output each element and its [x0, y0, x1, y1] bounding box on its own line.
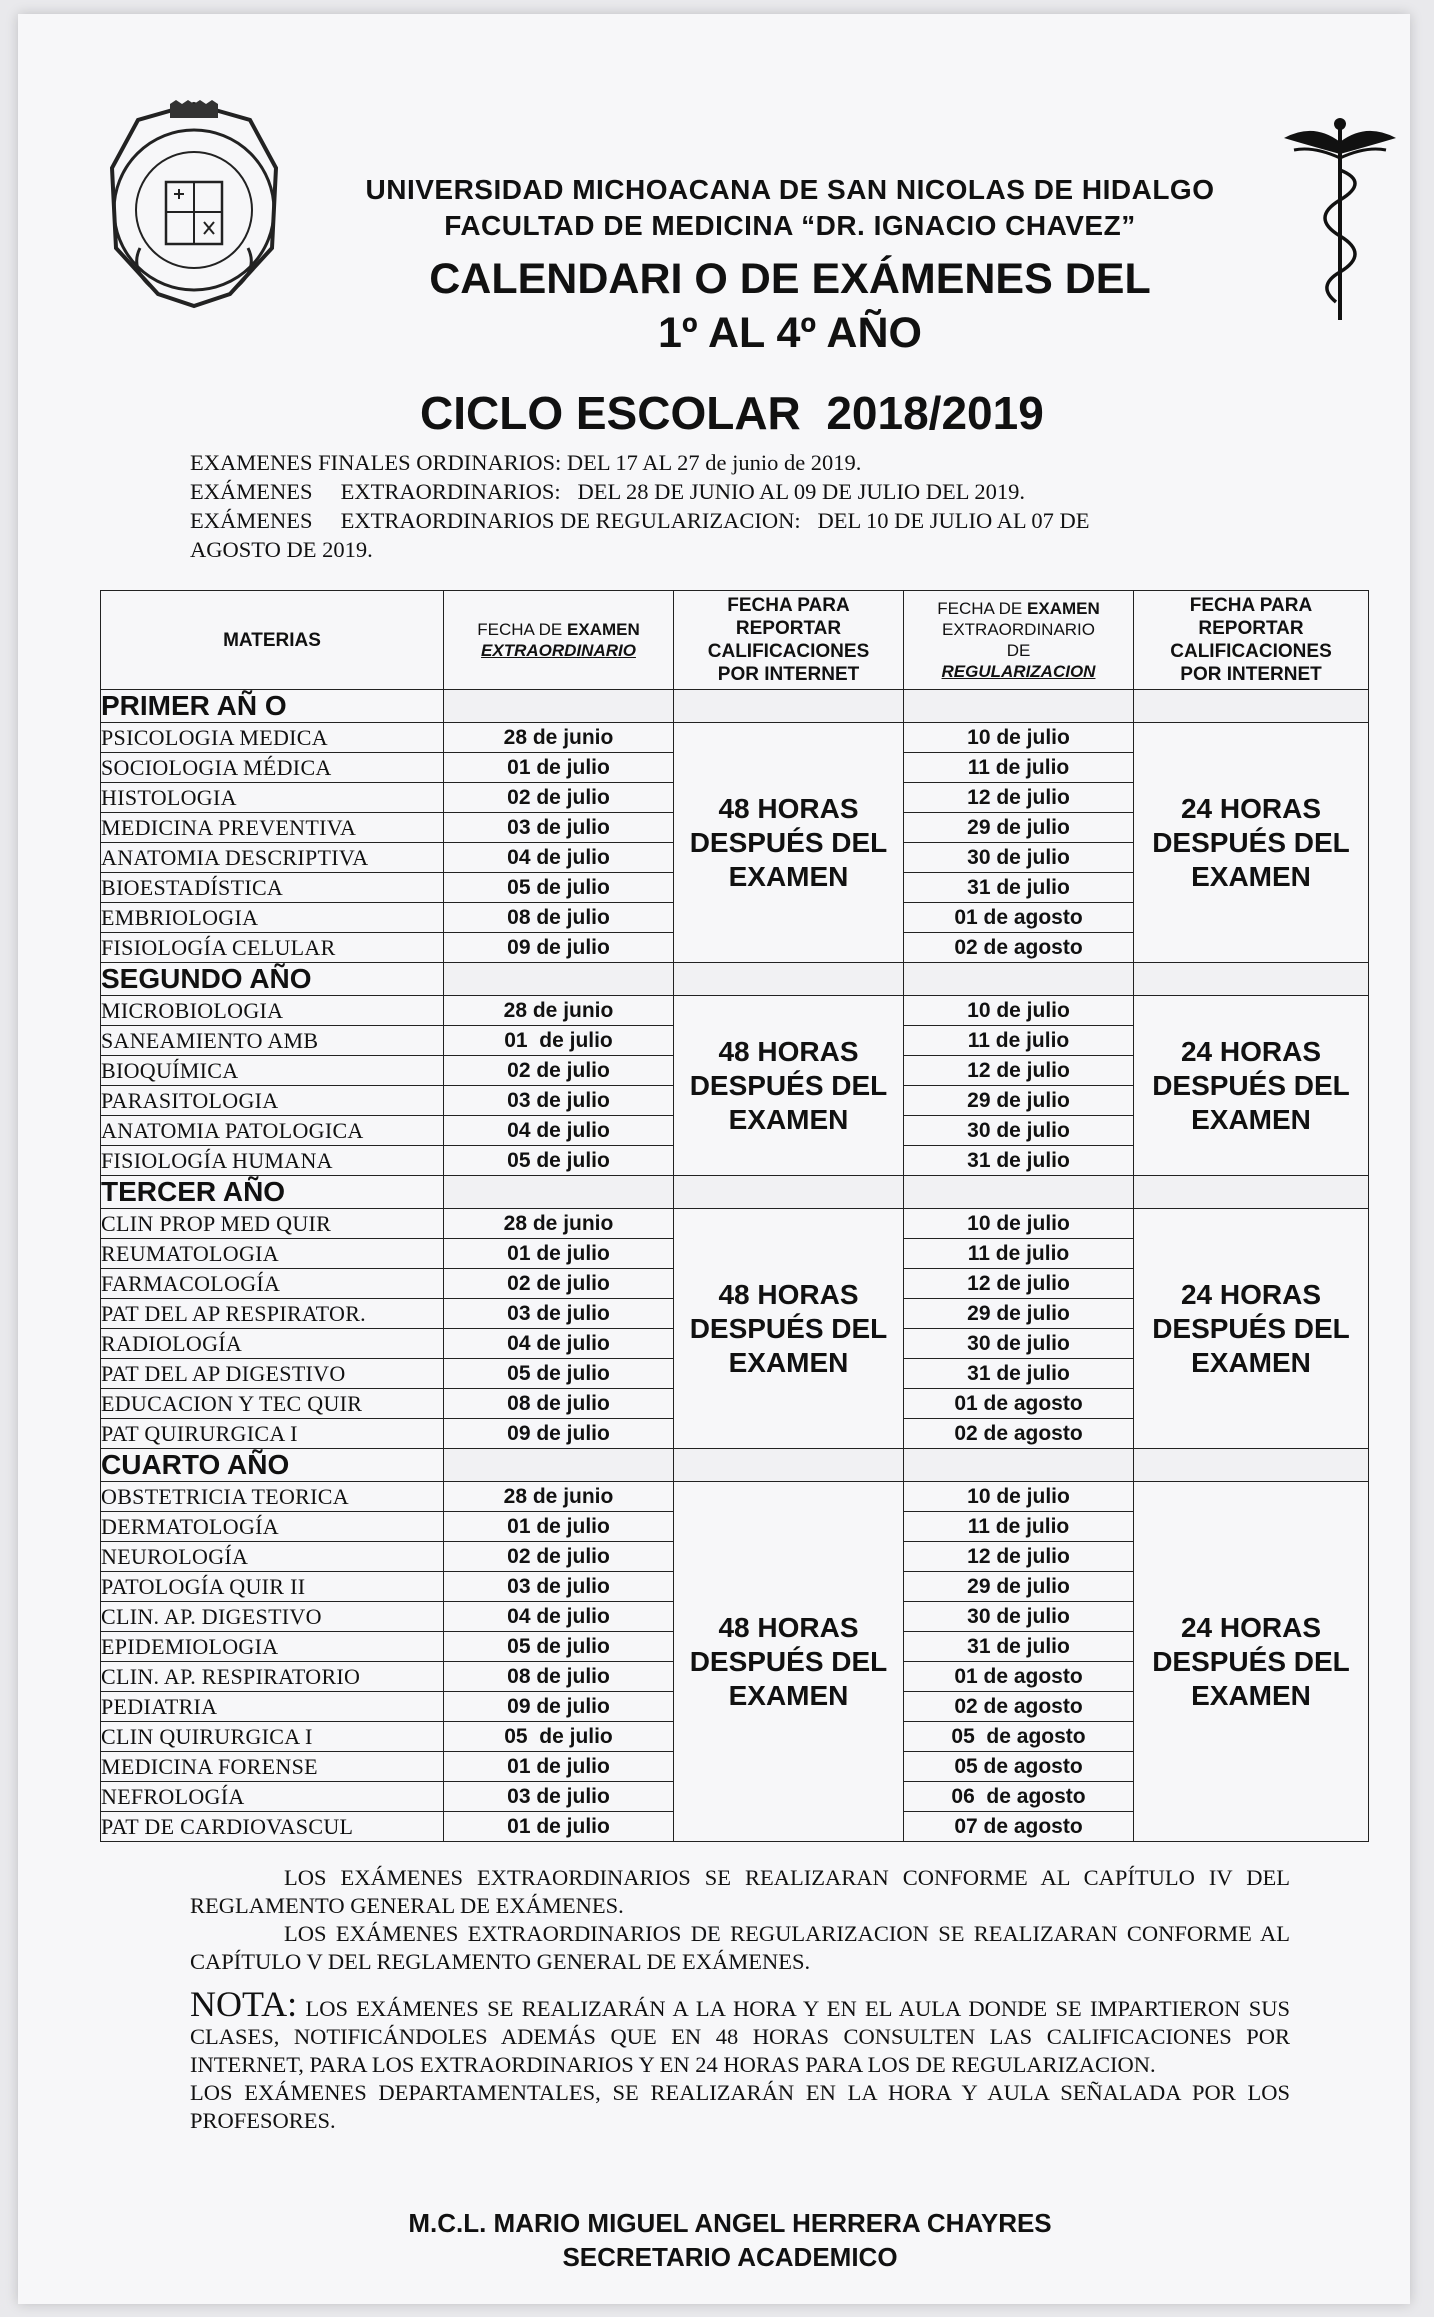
regularization-date: 31 de julio	[904, 1359, 1134, 1389]
subject-name: SOCIOLOGIA MÉDICA	[101, 753, 444, 783]
header-text: REGULARIZACION	[941, 662, 1096, 681]
regularization-date: 12 de julio	[904, 1269, 1134, 1299]
exam-periods	[190, 448, 1210, 564]
signer-name: M.C.L. MARIO MIGUEL ANGEL HERRERA CHAYRES	[408, 2208, 1052, 2238]
report-24-hours: 24 HORAS DESPUÉS DEL EXAMEN	[1134, 996, 1369, 1176]
subject-name: FISIOLOGÍA HUMANA	[101, 1146, 444, 1176]
subject-name: MEDICINA FORENSE	[101, 1752, 444, 1782]
school-cycle-title: CICLO ESCOLAR 2018/2019	[420, 387, 1044, 439]
subject-name: PSICOLOGIA MEDICA	[101, 723, 444, 753]
extraordinary-date: 09 de julio	[444, 1692, 674, 1722]
extraordinary-date: 04 de julio	[444, 1329, 674, 1359]
year-row-cell	[444, 1449, 674, 1482]
note-extraordinary: LOS EXÁMENES EXTRAORDINARIOS SE REALIZARAN CONFORME AL CAPÍTULO IV DEL REGLAMENTO GENERAL DE EXÁMENES.	[190, 1865, 1290, 1918]
subject-name: MEDICINA PREVENTIVA	[101, 813, 444, 843]
header-extraordinary-date	[444, 591, 674, 690]
year-row-cell	[674, 1449, 904, 1482]
year-row-cell	[444, 690, 674, 723]
subject-name: PAT DEL AP RESPIRATOR.	[101, 1299, 444, 1329]
table-row	[101, 1482, 1369, 1512]
extraordinary-date: 05 de julio	[444, 873, 674, 903]
subject-name: CLIN. AP. DIGESTIVO	[101, 1602, 444, 1632]
year-row	[101, 1449, 1369, 1482]
subject-name: BIOESTADÍSTICA	[101, 873, 444, 903]
subject-name: CLIN PROP MED QUIR	[101, 1209, 444, 1239]
extraordinary-date: 28 de junio	[444, 996, 674, 1026]
subject-name: PAT DEL AP DIGESTIVO	[101, 1359, 444, 1389]
regularization-date: 30 de julio	[904, 1329, 1134, 1359]
subject-name: NEUROLOGÍA	[101, 1542, 444, 1572]
extraordinary-date: 02 de julio	[444, 1269, 674, 1299]
regularization-date: 10 de julio	[904, 1482, 1134, 1512]
extraordinary-date: 01 de julio	[444, 1026, 674, 1056]
year-row	[101, 963, 1369, 996]
report-48-hours: 48 HORAS DESPUÉS DEL EXAMEN	[674, 723, 904, 963]
extraordinary-date: 28 de junio	[444, 1482, 674, 1512]
subject-name: FARMACOLOGÍA	[101, 1269, 444, 1299]
header-regularization-date	[904, 591, 1134, 690]
extraordinary-date: 05 de julio	[444, 1359, 674, 1389]
header-text: FECHA DE	[937, 599, 1023, 618]
year-row-cell	[904, 963, 1134, 996]
year-row-cell	[674, 963, 904, 996]
year-row-cell	[904, 1176, 1134, 1209]
extraordinary-date: 01 de julio	[444, 1512, 674, 1542]
exam-calendar-table	[100, 590, 1369, 1842]
period-line: EXÁMENES EXTRAORDINARIOS DE REGULARIZACION: DEL 10 DE JULIO AL 07 DE	[190, 508, 1090, 533]
report-48-hours: 48 HORAS DESPUÉS DEL EXAMEN	[674, 1209, 904, 1449]
regularization-date: 02 de agosto	[904, 1419, 1134, 1449]
note-departmental: LOS EXÁMENES DEPARTAMENTALES, SE REALIZARÁN EN LA HORA Y AULA SEÑALADA POR LOS PROFESORES.	[190, 2080, 1290, 2133]
year-row-cell	[444, 963, 674, 996]
extraordinary-date: 28 de junio	[444, 1209, 674, 1239]
table-row	[101, 723, 1369, 753]
subject-name: OBSTETRICIA TEORICA	[101, 1482, 444, 1512]
subject-name: ANATOMIA PATOLOGICA	[101, 1116, 444, 1146]
extraordinary-date: 04 de julio	[444, 1602, 674, 1632]
regularization-date: 29 de julio	[904, 1572, 1134, 1602]
extraordinary-date: 08 de julio	[444, 1662, 674, 1692]
table-body	[101, 690, 1369, 1842]
extraordinary-date: 09 de julio	[444, 1419, 674, 1449]
faculty-name: FACULTAD DE MEDICINA “DR. IGNACIO CHAVEZ”	[444, 210, 1136, 241]
nota-paragraph	[190, 1984, 1290, 2079]
extraordinary-date: 28 de junio	[444, 723, 674, 753]
year-row-cell	[444, 1176, 674, 1209]
subject-name: PAT QUIRURGICA I	[101, 1419, 444, 1449]
year-row-cell	[674, 1176, 904, 1209]
calendar-years: 1º AL 4º AÑO	[658, 309, 922, 357]
header-report-24: FECHA PARA REPORTAR CALIFICACIONES POR INTERNET	[1134, 591, 1369, 690]
report-24-hours: 24 HORAS DESPUÉS DEL EXAMEN	[1134, 723, 1369, 963]
extraordinary-date: 03 de julio	[444, 1572, 674, 1602]
extraordinary-date: 03 de julio	[444, 1086, 674, 1116]
header-materias: MATERIAS	[101, 591, 444, 690]
report-48-hours: 48 HORAS DESPUÉS DEL EXAMEN	[674, 996, 904, 1176]
extraordinary-date: 03 de julio	[444, 1299, 674, 1329]
regularization-date: 06 de agosto	[904, 1782, 1134, 1812]
document-header	[300, 172, 1280, 360]
regularization-date: 10 de julio	[904, 996, 1134, 1026]
regularization-date: 12 de julio	[904, 1542, 1134, 1572]
header-text: EXAMEN	[567, 620, 640, 639]
subject-name: PAT DE CARDIOVASCUL	[101, 1812, 444, 1842]
year-row-cell	[904, 1449, 1134, 1482]
extraordinary-date: 04 de julio	[444, 1116, 674, 1146]
regularization-date: 12 de julio	[904, 783, 1134, 813]
regularization-date: 11 de julio	[904, 1239, 1134, 1269]
subject-name: MICROBIOLOGIA	[101, 996, 444, 1026]
extraordinary-date: 05 de julio	[444, 1722, 674, 1752]
regularization-date: 30 de julio	[904, 1116, 1134, 1146]
calendar-title: CALENDARI O DE EXÁMENES DEL	[429, 255, 1151, 303]
regularization-date: 29 de julio	[904, 1299, 1134, 1329]
subject-name: REUMATOLOGIA	[101, 1239, 444, 1269]
table-row	[101, 996, 1369, 1026]
report-24-hours: 24 HORAS DESPUÉS DEL EXAMEN	[1134, 1209, 1369, 1449]
year-row-cell	[1134, 690, 1369, 723]
regularization-date: 01 de agosto	[904, 903, 1134, 933]
regularization-date: 01 de agosto	[904, 1662, 1134, 1692]
year-row	[101, 690, 1369, 723]
notes-section	[190, 1864, 1290, 2135]
year-row	[101, 1176, 1369, 1209]
regularization-date: 31 de julio	[904, 873, 1134, 903]
year-label: CUARTO AÑO	[101, 1449, 444, 1482]
period-line: AGOSTO DE 2019.	[190, 537, 373, 562]
regularization-date: 07 de agosto	[904, 1812, 1134, 1842]
subject-name: PEDIATRIA	[101, 1692, 444, 1722]
regularization-date: 10 de julio	[904, 1209, 1134, 1239]
report-24-hours: 24 HORAS DESPUÉS DEL EXAMEN	[1134, 1482, 1369, 1842]
subject-name: PARASITOLOGIA	[101, 1086, 444, 1116]
header-text: DE	[1006, 641, 1031, 660]
regularization-date: 01 de agosto	[904, 1389, 1134, 1419]
subject-name: FISIOLOGÍA CELULAR	[101, 933, 444, 963]
note-regularization: LOS EXÁMENES EXTRAORDINARIOS DE REGULARIZACION SE REALIZARAN CONFORME AL CAPÍTULO V DEL REGLAMENTO GENERAL DE EXÁMENES.	[190, 1921, 1290, 1974]
subject-name: EMBRIOLOGIA	[101, 903, 444, 933]
extraordinary-date: 05 de julio	[444, 1632, 674, 1662]
year-row-cell	[1134, 963, 1369, 996]
period-line: EXAMENES FINALES ORDINARIOS: DEL 17 AL 27 de junio de 2019.	[190, 450, 862, 475]
year-row-cell	[904, 690, 1134, 723]
signature-block	[300, 2206, 1160, 2274]
subject-name: ANATOMIA DESCRIPTIVA	[101, 843, 444, 873]
subject-name: RADIOLOGÍA	[101, 1329, 444, 1359]
subject-name: SANEAMIENTO AMB	[101, 1026, 444, 1056]
subject-name: DERMATOLOGÍA	[101, 1512, 444, 1542]
regularization-date: 30 de julio	[904, 843, 1134, 873]
regularization-date: 31 de julio	[904, 1146, 1134, 1176]
regularization-date: 10 de julio	[904, 723, 1134, 753]
period-line: EXÁMENES EXTRAORDINARIOS: DEL 28 DE JUNIO AL 09 DE JULIO DEL 2019.	[190, 479, 1025, 504]
year-label: SEGUNDO AÑO	[101, 963, 444, 996]
report-48-hours: 48 HORAS DESPUÉS DEL EXAMEN	[674, 1482, 904, 1842]
year-row-cell	[1134, 1449, 1369, 1482]
subject-name: PATOLOGÍA QUIR II	[101, 1572, 444, 1602]
extraordinary-date: 04 de julio	[444, 843, 674, 873]
extraordinary-date: 01 de julio	[444, 1752, 674, 1782]
extraordinary-date: 08 de julio	[444, 1389, 674, 1419]
subject-name: HISTOLOGIA	[101, 783, 444, 813]
extraordinary-date: 02 de julio	[444, 783, 674, 813]
subject-name: EDUCACION Y TEC QUIR	[101, 1389, 444, 1419]
table-header-row	[101, 591, 1369, 690]
table-row	[101, 1209, 1369, 1239]
nota-text: LOS EXÁMENES SE REALIZARÁN A LA HORA Y EN EL AULA DONDE SE IMPARTIERON SUS CLASES, NOTIFICÁNDOLES ADEMÁS QUE EN 48 HORAS CONSULTEN LAS CALIFICACIONES POR INTERNET, PARA LOS EXTRAORDINARIOS Y EN 24 HORAS PARA LOS DE REGULARIZACION.	[190, 1996, 1290, 2077]
year-label: TERCER AÑO	[101, 1176, 444, 1209]
regularization-date: 02 de agosto	[904, 1692, 1134, 1722]
signer-role: SECRETARIO ACADEMICO	[562, 2242, 898, 2272]
extraordinary-date: 01 de julio	[444, 1239, 674, 1269]
university-seal-logo	[100, 98, 288, 310]
regularization-date: 05 de agosto	[904, 1752, 1134, 1782]
regularization-date: 29 de julio	[904, 813, 1134, 843]
subject-name: CLIN. AP. RESPIRATORIO	[101, 1662, 444, 1692]
header-text: EXTRAORDINARIO	[941, 620, 1096, 639]
extraordinary-date: 01 de julio	[444, 753, 674, 783]
extraordinary-date: 05 de julio	[444, 1146, 674, 1176]
subject-name: EPIDEMIOLOGIA	[101, 1632, 444, 1662]
extraordinary-date: 01 de julio	[444, 1812, 674, 1842]
header-text: FECHA DE	[477, 620, 563, 639]
regularization-date: 11 de julio	[904, 1512, 1134, 1542]
extraordinary-date: 02 de julio	[444, 1056, 674, 1086]
year-label: PRIMER AÑ O	[101, 690, 444, 723]
regularization-date: 29 de julio	[904, 1086, 1134, 1116]
regularization-date: 11 de julio	[904, 753, 1134, 783]
regularization-date: 11 de julio	[904, 1026, 1134, 1056]
subject-name: NEFROLOGÍA	[101, 1782, 444, 1812]
subject-name: BIOQUÍMICA	[101, 1056, 444, 1086]
regularization-date: 05 de agosto	[904, 1722, 1134, 1752]
header-text: EXTRAORDINARIO	[481, 641, 636, 660]
regularization-date: 31 de julio	[904, 1632, 1134, 1662]
header-report-48: FECHA PARA REPORTAR CALIFICACIONES POR INTERNET	[674, 591, 904, 690]
nota-label: NOTA:	[190, 1984, 298, 2024]
extraordinary-date: 08 de julio	[444, 903, 674, 933]
caduceus-icon	[1280, 110, 1400, 325]
regularization-date: 02 de agosto	[904, 933, 1134, 963]
regularization-date: 12 de julio	[904, 1056, 1134, 1086]
header-text: EXAMEN	[1027, 599, 1100, 618]
extraordinary-date: 02 de julio	[444, 1542, 674, 1572]
regularization-date: 30 de julio	[904, 1602, 1134, 1632]
extraordinary-date: 03 de julio	[444, 1782, 674, 1812]
university-name: UNIVERSIDAD MICHOACANA DE SAN NICOLAS DE HIDALGO	[365, 174, 1215, 205]
year-row-cell	[1134, 1176, 1369, 1209]
year-row-cell	[674, 690, 904, 723]
extraordinary-date: 09 de julio	[444, 933, 674, 963]
subject-name: CLIN QUIRURGICA I	[101, 1722, 444, 1752]
extraordinary-date: 03 de julio	[444, 813, 674, 843]
